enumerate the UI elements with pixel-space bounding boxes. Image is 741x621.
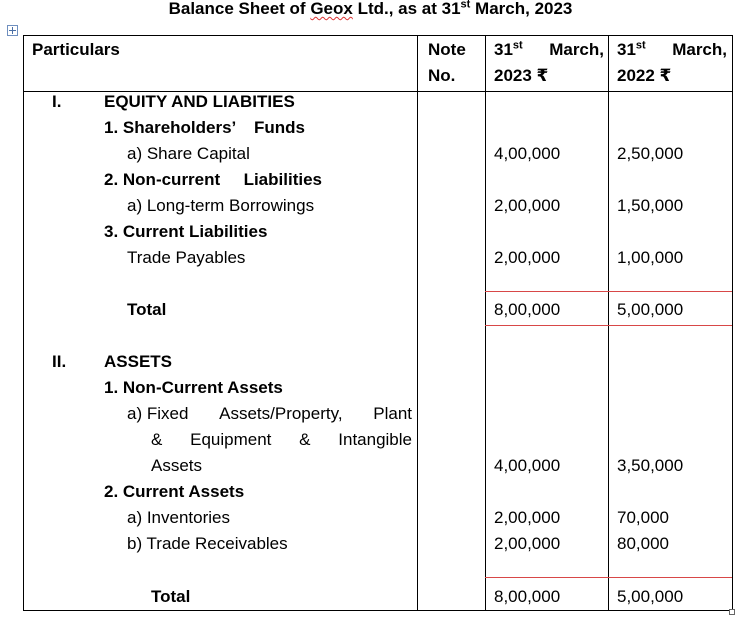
inventories-label: a) Inventories	[127, 508, 230, 527]
section-roman-1: I.	[52, 92, 62, 111]
assets-total-label: Total	[151, 587, 191, 606]
trade-receivables-2022: 80,000	[617, 534, 669, 553]
section-roman-2: II.	[52, 352, 67, 371]
year2022-column-divider	[608, 35, 609, 611]
trade-receivables-2023: 2,00,000	[494, 534, 561, 553]
share-capital-2022: 2,50,000	[617, 144, 684, 163]
total-rule-top	[485, 291, 732, 292]
year2022-header-line1: 31st March,	[617, 39, 727, 59]
current-liabilities-label: 3. Current Liabilities	[104, 222, 268, 241]
share-capital-label: a) Share Capital	[127, 144, 250, 163]
fixed-assets-2022: 3,50,000	[617, 456, 684, 475]
table-bottom-border	[23, 610, 733, 611]
fixed-assets-label-line2: & Equipment & Intangible	[151, 430, 412, 449]
spellcheck-word: Geox	[310, 0, 353, 18]
current-assets-label: 2. Current Assets	[104, 482, 245, 501]
equity-total-2022: 5,00,000	[617, 300, 684, 319]
long-term-borrowings-label: a) Long-term Borrowings	[127, 196, 315, 215]
trade-payables-2023: 2,00,000	[494, 248, 561, 267]
year2023-column-divider	[485, 35, 486, 611]
year2023-header-line2: 2023 ₹	[494, 66, 549, 85]
note-column-divider	[417, 35, 418, 611]
note-header-line2: No.	[428, 66, 456, 85]
share-capital-2023: 4,00,000	[494, 144, 561, 163]
note-header-line1: Note	[428, 40, 466, 59]
assets-total-rule	[485, 577, 732, 578]
assets-total-2022: 5,00,000	[617, 587, 684, 606]
equity-total-label: Total	[127, 300, 167, 319]
inventories-2022: 70,000	[617, 508, 669, 527]
table-move-handle-icon[interactable]	[7, 25, 18, 36]
trade-payables-label: Trade Payables	[127, 248, 246, 267]
fixed-assets-label-line1: a) Fixed Assets/Property, Plant	[127, 404, 412, 423]
assets-heading: ASSETS	[104, 352, 173, 371]
table-resize-handle-icon[interactable]	[729, 609, 735, 615]
year2023-header-line1: 31st March,	[494, 39, 604, 59]
year2022-header-line2: 2022 ₹	[617, 66, 672, 85]
equity-total-2023: 8,00,000	[494, 300, 561, 319]
trade-payables-2022: 1,00,000	[617, 248, 684, 267]
table-right-border	[732, 35, 733, 611]
table-left-border	[23, 35, 24, 611]
inventories-2023: 2,00,000	[494, 508, 561, 527]
particulars-header: Particulars	[32, 40, 120, 59]
trade-receivables-label: b) Trade Receivables	[127, 534, 288, 553]
table-top-border	[23, 35, 733, 36]
non-current-assets-label: 1. Non-Current Assets	[104, 378, 283, 397]
long-term-borrowings-2022: 1,50,000	[617, 196, 684, 215]
fixed-assets-2023: 4,00,000	[494, 456, 561, 475]
non-current-liabilities-label: 2. Non-current Liabilities	[104, 170, 322, 189]
long-term-borrowings-2023: 2,00,000	[494, 196, 561, 215]
shareholders-funds-label: 1. Shareholders’ Funds	[104, 118, 305, 137]
equity-heading: EQUITY AND LIABITIES	[104, 92, 295, 111]
assets-total-2023: 8,00,000	[494, 587, 561, 606]
sheet-title: Balance Sheet of Geox Ltd., as at 31st March, 2023	[168, 0, 573, 18]
total-rule-bottom	[485, 325, 732, 326]
fixed-assets-label-line3: Assets	[151, 456, 203, 475]
